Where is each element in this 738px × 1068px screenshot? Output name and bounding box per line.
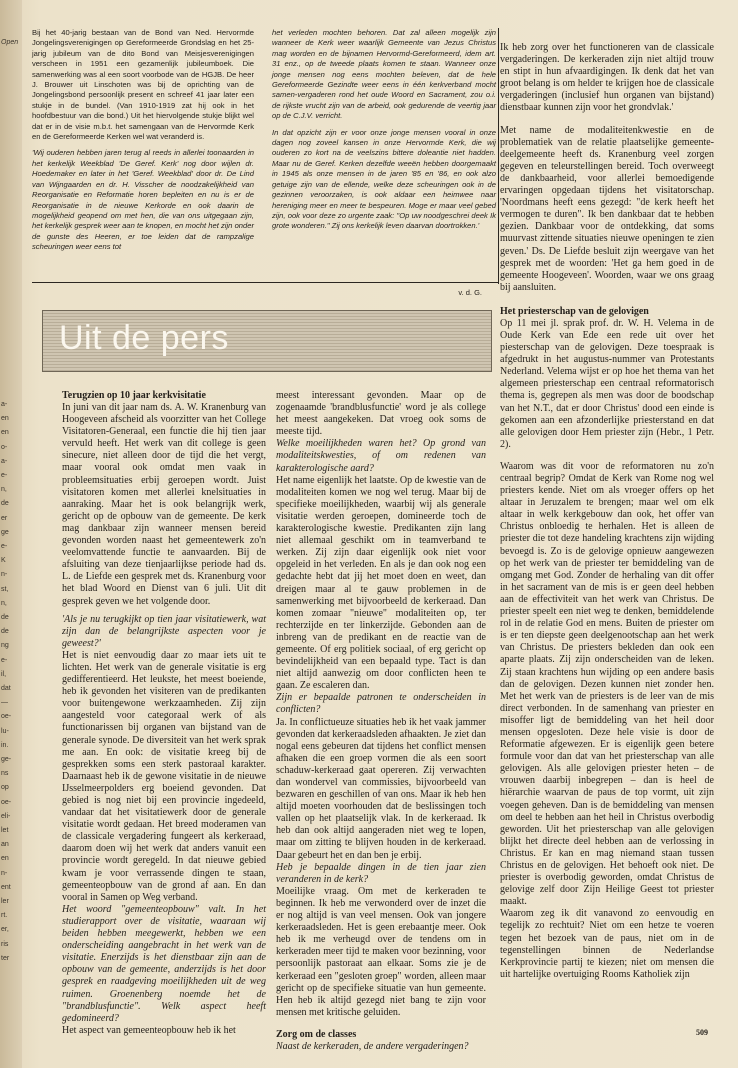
top-article-column-2: [272, 28, 496, 238]
gutter-fragment: er,: [1, 926, 9, 934]
top-article-quote-3: In dat opzicht zijn er voor onze jonge mensen vooral in onze dagen nog zoveel kansen in onze Hervormde Kerk, die wij ouderen zo kort na de veelszins bittere doleantie niet hadden. Maar nu de Geref. Kerken dezelfde weeën hebben doorgemaakt in 1945 als onze mensen in de jaren '85 en '86, en ook alzo getuige zijn van de ellende, welke deze scheuringen ook in de gezinnen veroorzaken, is ook aldaar een heimwee naar hereniging meer en meer te bespeuren. Moge er maar veel gebed zijn, ook voor deze zo urgente zaak: "Op uw noodgeschrei deek Ik grote wonderen." Zij ons kerkelijk leven daarvan doortrokken.': [272, 127, 496, 231]
gutter-fragment: let: [1, 827, 9, 834]
section-title: Uit de pers: [59, 319, 229, 357]
article-paragraph: Op 11 mei jl. sprak prof. dr. W. H. Velema in de Oude Kerk van Ede een rede uit over het piesterschap van de gelovigen. Deze toespraak is afgedrukt in het augustus-nummer van Protestants Nederland. Velema wijst er op hoe het thema van het algemeen priesterschap een centraal reformatorisch thema is, gegrepen als men was door de boodschap van het N.T., dat er door Christus' dood een einde is gekomen aan een afzonderlijke priesterstand en dat alle gelovigen door Hem priester zijn (Hebr., 1 Petr. 2).: [500, 317, 714, 450]
subheading: Zorg om de classes: [276, 1028, 357, 1040]
gutter-fragment: lu-: [1, 727, 9, 735]
top-article: [32, 28, 496, 297]
interview-answer: Ja. In conflictueuze situaties heb ik het vaak jammer gevonden dat kerkeraadsleden afhaakten. Je ziet dan nogal eens gebeuren dat tijdens het conflict mensen afhaken die een groep vormen die als een soort schaduw-kerkeraad gaat opereren. Zij verwachten dan wondervel van commissies, bijvoorbeeld van bezwaren en geschillen of van ons. Maar ik heb hen altijd moeten voorhouden dat de beslissingen toch vallen op het plaatselijk vlak. In de kerkeraad. Ik heb dan ook altijd aangeraden niet weg te lopen, maar om zitting te blijven houden in de kerkeraad. Daar gebeurt het en dan ben je erbij.: [276, 716, 486, 861]
gutter-fragment: e-: [1, 472, 8, 479]
gutter-fragment: n,: [1, 486, 7, 494]
interview-answer: Moeilijke vraag. Om met de kerkeraden te beginnen. Ik heb me verwonderd over de inzet die er nog altijd is van veel mensen. Ook van jongere kerkeraadsleden. Het is geen erebaantje meer. Ook heb ik me verheugd over de tendens om in kerkeraden meer tijd te maken voor bezinning, voor persoonlijk pastoraat aan elkaar. Soms zie je de kerkeraad een "gesloten groep" worden, alleen maar gericht op de specifieke situatie van hun gemeente. Hen heb ik altijd gezegd niet bang te zijn voor mensen met kritische geluiden.: [276, 885, 486, 1018]
gutter-fragment: ris: [1, 940, 9, 948]
interview-answer: Ik heb zorg over het functioneren van de classicale vergaderingen. De kerkeraden zijn niet altijd trouw en stipt in hun afvaardigingen. Ik denk dat het van groot belang is om helder te krijgen hoe de classicale vergaderingen (inclusief hun organen van bijstand) dienstbaar kunnen zijn voor het grondvlak.': [500, 42, 714, 114]
column-3: [500, 42, 714, 1032]
top-article-signature: v. d. G.: [458, 288, 482, 297]
gutter-fragment: a-: [1, 457, 8, 465]
interview-question: Zijn er bepaalde patronen te onderscheiden in conflicten?: [276, 692, 486, 716]
top-article-column-1: [32, 28, 254, 259]
gutter-fragment: n,: [1, 599, 7, 607]
gutter-fragment: dat: [1, 685, 11, 692]
interview-answer: Het is niet eenvoudig daar zo maar iets uit te lichten. Het werk van de generale visitatie is erg gedifferentieerd. Het leukste, het meest boeiende, heb ik gevonden het visiteren van de predikanten voor buitengewone werkzaamheden. Zij zijn aangesteld voor categoraal werk of als functionarissen bij organen van bijstand van de generale synode. De diversiteit van het werk sprak me aan. En ook: de visitatie kreeg bij de gesprekken soms een sterk pastoraal karakter. Daarnaast heb ik de gewone visitatie in de nieuwe IJsselmeerpolders erg boeiend gevonden. Dat gebied is nog niet bij een provincie ingedeeld, vandaar dat het visitatiewerk door de generale visitatie wordt gedaan. Het breed moderamen van de classicale vergadering fungeert als kerkeraad, daarom doen wij het werk dat anders vanuit een provincie wordt geregeld. In dat nieuwe gebied kwam je voor verrassende dingen te staan, gemeenteopbouw van de grond af aan. En dan vooral in Samen op Weg verband.: [62, 649, 266, 903]
top-article-rule: [32, 282, 498, 283]
interview-question: 'Als je nu terugkijkt op tien jaar visitatiewerk, wat zijn dan de belangrijkste aspecten voor je geweest?': [62, 613, 266, 649]
article-paragraph: Waarom was dit voor de reformatoren nu zo'n centraal begrip? Omdat de Kerk van Rome nog wel priesters kende. Niet om als vroeger offers op het altaar in Jeruzalem te brengen; maar wel om elk altaar in welk kerkgebouw dan ook, het offer van Christus onbloedig te herhalen. Het is alleen de priester die tot deze handeling krachtens zijn wijding bevoegd is. Zo is de gelovige opnieuw aangewezen op het werk van de priester ter bemiddeling van de omgang met God. Zonder de herhaling van dit offer in het sacrament van de mis is er geen deel hebben aan de effectiviteit van het werk van Christus. De priester speelt een niet weg te denken, bemiddelende rol in de relatie God en mens. Buiten de priester om is er ten diepste geen deelgenootschap aan het werk van Christus. De priesters bekleden dan ook een aparte plaats. Zij zijn onderscheiden van de leken. Zij staan krachtens hun wijding op een andere basis dan de gelovigen. Dezen kunnen niet zonder hen. Met het werk van de priesters is de leer van de mis direct verbonden. In de samenhang van priester en misoffer ligt de bemiddeling van het heil door mensen opgesloten. Deze hele visie is door de Reformatie afgewezen. Er is eigenlijk geen betere formule voor dan dat van het priesterschap van alle gelovigen. Als alle gelovigen priester heten – de vrouwen daarbij inbegrepen – dan is heel de hiërarchie waarvan de paus de top vormt, uit zijn voegen geheven. Dan is de bemiddeling van mensen om deel te hebben aan het heil in Christus overbodig geworden. Uit het priesterschap van alle gelovigen blijkt het directe deel hebben aan de verlossing in Christus. Er kan en mag niemand staan tussen Christus en de gelovigen. Het behoeft ook niet. De priester is overbodig geworden, omdat Christus de gelovige zelf door Zijn Heilige Geest tot priester maakt.: [500, 460, 714, 908]
gutter-fragment: de: [1, 614, 9, 621]
gutter-fragment: er: [1, 514, 8, 522]
gutter-fragment: en: [1, 855, 9, 863]
article-paragraph: Met name de modaliteitenkwestie en de problematiek van de relatie plaatselijke gemeente-deelgemeente heeft ds. Kranenburg veel zorgen gegeven en teleurstellingen bereid. Toch overweegt de dankbaarheid, voor allerlei bemoedigende ervaringen opgedaan tijdens het visitatorschap. 'Noordmans heeft eens gezegd: "de kerk heeft het vermogen te duren". Ik ben dankbaar dat te hebben gezien. Dankbaar voor de ontdekking, dat soms muurvast zittende situaties nieuwe openingen te zien geven.' Ds. De Liefde besluit zijn weergave van het gesprek met de woorden: 'Het ga hem goed in de gemeente Hoogeveen'. Woorden, waar we ons graag bij aansluiten.: [500, 124, 714, 293]
gutter-fragment: K: [1, 557, 6, 565]
top-article-quote-1: 'Wij ouderen hebben jaren terug al reeds in allerlei toonaarden in het kerkelijk Weekblad 'De Geref. Kerk' nog door wijlen dr. Hoedemaker en later in het 'Geref. Weekblad' door dr. De Lind van Wijngaarden en dr. H. Visscher de noodzakelijkheid van Reorganisatie en Reformatie horen bepleiten en nu is er de Reorganisatie in de nieuwe Kerkorde en ook daarin de mogelijkheid geopend om met hen, die van ons uitgegaan zijn, het kerkelijk gesprek weer aan te knopen, en mocht het zijn onder de gunste des Heeren, er toe leiden dat de rampzalige scheuringen weer eens tot: [32, 148, 254, 252]
gutter-fragment: ter: [1, 954, 10, 962]
gutter-fragment: rt.: [1, 912, 8, 920]
gutter-fragment: ge: [1, 528, 9, 536]
gutter-fragment: ent: [1, 883, 11, 891]
gutter-fragment: en: [1, 429, 9, 437]
gutter-fragment: oe-: [1, 798, 12, 806]
top-article-side-rule: [498, 28, 499, 284]
gutter-fragment: eli-: [1, 812, 11, 820]
gutter-fragment: a-: [1, 401, 8, 408]
article-heading: Terugzien op 10 jaar kerkvisitatie: [62, 390, 206, 401]
article-paragraph: In juni van dit jaar nam ds. A. W. Kranenburg van Hoogeveen afscheid als voorzitter van het College Visitatoren-Generaal, een functie die hij tien jaar vervuld heeft. Het werk van dit college is geen sinecure, niet alleen door de tijd die het vergt, maar vooral ook omdat men vaak in probleemsituaties erbij geroepen wordt. Juist visitatoren komen met allerlei knelsituaties in aanraking. Maar het is ook belangrijk werk, gericht op de opbouw van de gemeente. De kerk mag dankbaar zijn wanneer mensen bereid gevonden worden naast het gemeentewerk zo'n veelomvattende functie te aanvaarden. Bij de afsluiting van deze tienjaarlijkse periode had ds. L. de Liefde een gesprek met ds. Kranenburg voor het blad Woord en Dienst van 6 juli. Uit dit gesprek geven we het volgende door.: [62, 402, 266, 607]
column-2: [276, 390, 486, 1052]
section-banner: [42, 310, 492, 372]
top-article-intro: Bij het 40-jarig bestaan van de Bond van Ned. Hervormde Jongelingsverenigingen op Gereformeerde Grondslag en het 25-jarig jubileum van de dito Bond van Meisjesverenigingen verscheen in 1951 een gezamenlijk jubileumboek. Die samenwerking was al een soort voorbode van de HGJB. De heer J. Brouwer uit Linschoten was bij de oprichting van de Jongelingsbond persoonlijk present en schreef 41 jaar later een stukje in de bundel. (Van 1910-1919 zat hij ook in het hoofdbestuur van die bond.) Uit het hiervolgende stukje blijkt wel dat er in de visie m.b.t. het samengaan van de Hervormde Kerk en de Gereformeerde Kerken wel wat veranderd is.: [32, 28, 254, 142]
article-heading: Het priesterschap van de gelovigen: [500, 305, 649, 317]
interview-answer: Het aspect van gemeenteopbouw heb ik het: [62, 1024, 236, 1036]
gutter-fragment: e-: [1, 656, 8, 664]
gutter-fragment: an: [1, 841, 9, 849]
page-number: 509: [696, 1028, 708, 1037]
gutter-fragment: op: [1, 784, 9, 792]
column-1: [62, 390, 266, 1036]
gutter-fragment: il,: [1, 670, 7, 678]
gutter-fragment: ns: [1, 770, 9, 778]
gutter-fragment: en: [1, 415, 9, 423]
top-article-quote-2: het verleden mochten behoren. Dat zal alleen mogelijk zijn wanneer de Kerk weer waarlijk Gemeente van Jezus Christus mag worden en de bijnamen Hervormd-Gereformeerd, idem art. 31 enz., op de tweede plaats komen te staan. Wanneer onze jonge mensen nog eens mochten beleven, dat de hele Gereformeerde Gezindte weer eens in één kerkverband mocht samen-vergaderen rond het oude Woord en Sacrament, zou o.i. de rijkste vrucht zijn van de arbeid, ook gedurende de veertig jaar op de C.J.V. verricht.: [272, 28, 496, 121]
interview-question: Het woord "gemeenteopbouw" valt. In het studierapport over de visitatie, waaraan wij beiden hebben meegewerkt, hebben we een onderscheiding aangebracht in het werk van de visitatie. Enerzijds is het dienstbaar zijn aan de opbouw van de gemeente, anderzijds is het door gesprek en raadgeving moeilijkheden uit de weg ruimen. Groenenberg noemde het de "brandblusfunctie". Welk aspect heeft gedomineerd?: [62, 903, 266, 1024]
gutter-fragment: —: [1, 699, 8, 707]
adjacent-page-edge: [0, 0, 22, 1068]
interview-question: Heb je bepaalde dingen in de tien jaar zien veranderen in de kerk?: [276, 861, 486, 885]
gutter-fragment: in.: [1, 741, 9, 749]
gutter-fragment: o-: [1, 443, 8, 451]
gutter-fragment: ler: [1, 898, 9, 905]
interview-answer: Het name eigenlijk het laatste. Op de kwestie van de modaliteiten komen we nog wel terug. Maar bij de specifieke moeilijkheden, waarbij wij als generale visitatie werden geroepen, domineerde toch de karakterologische kwestie. Predikanten zijn lang niet allemaal geschikt om in teamverband te werken. Zij zijn daar eigenlijk ook niet voor opgeleid in het verleden. En als je dan ook nog een gedachte hebt dat jij het moet doen en weet, dan dreigen maar al te gauw problemen in de samenwerking met bijvoorbeeld de kerkeraad. Dan komen zomaar "nieuwe" modaliteiten op, ter rechterzijde en ter linkerzijde. Gebonden aan de inbreng van de predikant en de reactie van de gemeente. Of erg politiek sociaal, of erg gericht op bevindelijkheid van een bepaald type. Tact is dan niet altijd aanwezig om door conflicten heen te gaan. Ze escaleren dan.: [276, 474, 486, 692]
gutter-fragment: de: [1, 500, 9, 508]
gutter-fragment: n-: [1, 571, 8, 579]
gutter-fragment: de: [1, 628, 9, 636]
gutter-label: Open: [1, 39, 19, 46]
gutter-fragment: st,: [1, 585, 9, 593]
article-paragraph: Waarom zeg ik dit vanavond zo eenvoudig en tegelijk zo rechtuit? Niet om een hetze te voeren tegen het bezoek van de paus, niet om in de tegenstellingen binnen de Nederlandse Kerkprovincie partij te kiezen; niet om mensen die uit hartelijke overtuiging Rooms Katholiek zijn: [500, 908, 714, 980]
interview-question: Welke moeilijkheden waren het? Op grond van modaliteitskwesties, of om redenen van karakterologische aard?: [276, 438, 486, 474]
interview-answer: meest interessant gevonden. Maar op de zogenaamde 'brandblusfunctie' word je als college het meest aangekeken. Dat vroeg ook soms de meeste tijd.: [276, 390, 486, 438]
gutter-fragment: e-: [1, 543, 8, 550]
gutter-fragment: oe-: [1, 713, 12, 721]
gutter-fragment: ge-: [1, 756, 12, 763]
gutter-fragment: ng: [1, 642, 9, 650]
gutter-fragment: n-: [1, 869, 8, 877]
interview-question: Naast de kerkeraden, de andere vergaderingen?: [276, 1040, 469, 1052]
